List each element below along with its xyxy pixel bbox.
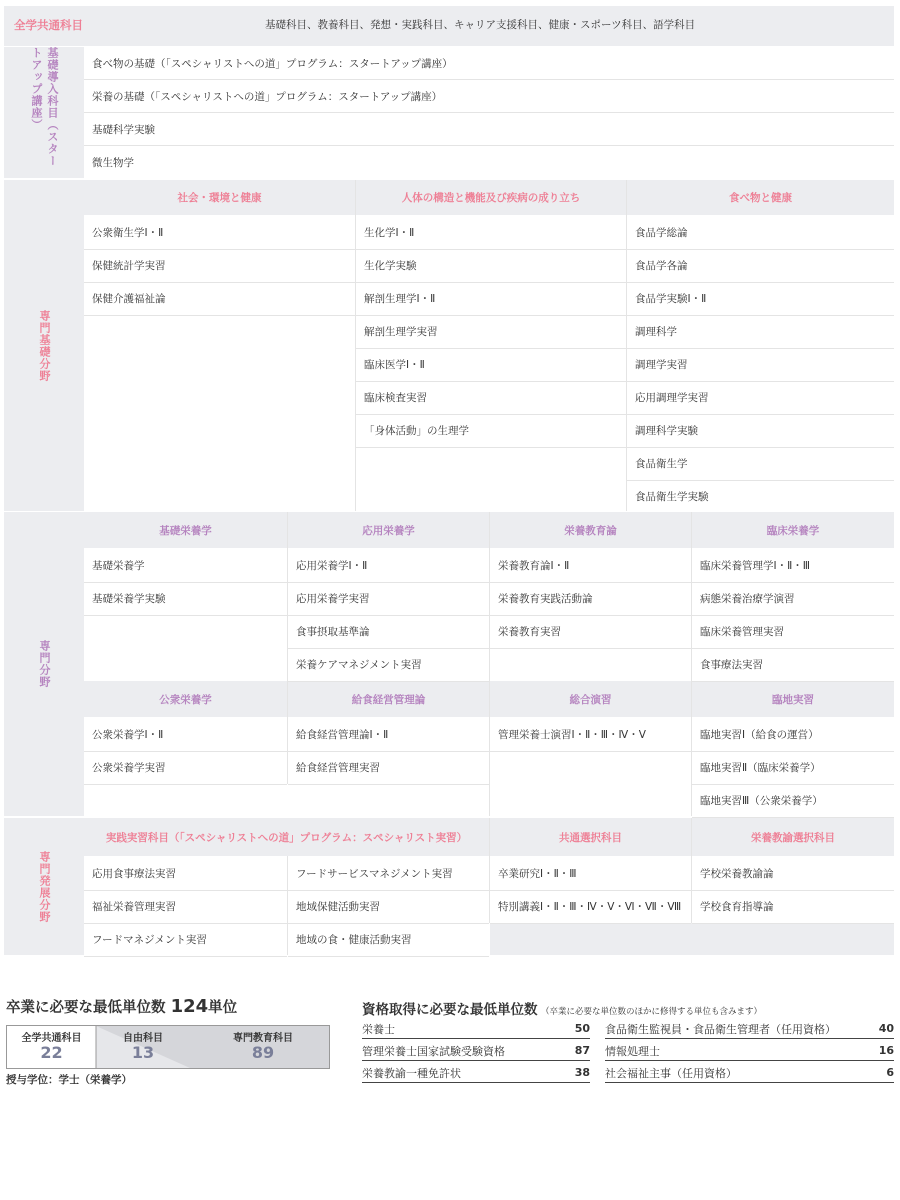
intro-label [4,47,84,178]
course-item: 調理科学 [635,326,677,338]
course-item: 福祉栄養管理実習 [92,901,176,913]
divider [692,681,894,682]
qualification-value: 87 [574,1044,590,1057]
box-value: 89 [251,1043,275,1062]
spec-label [4,512,84,816]
divider [84,615,287,616]
divider [490,648,691,649]
adv-empty-cell [490,923,894,955]
spec-header: 総合演習 [569,693,612,706]
spec-header: 臨地実習 [772,693,814,706]
course-item: 地域の食・健康活動実習 [296,934,412,946]
common-label: 全学共通科目 [14,18,83,32]
course-item: 栄養ケアマネジメント実習 [296,659,422,671]
course-item: 病態栄養治療学演習 [700,593,795,605]
graduation-total: 124 [170,996,209,1017]
qualification-note: （卒業に必要な単位数のほかに修得する単位も含みます） [541,1007,763,1017]
adv-header: 栄養教諭選択科目 [751,831,835,844]
adv-header: 共通選択科目 [559,831,622,844]
qualification-title-text: 資格取得に必要な最低単位数 [362,1002,538,1018]
basic-header: 人体の構造と機能及び疾病の成り立ち [401,192,581,204]
qualification-row [605,1019,894,1039]
intro-row: 基礎科学実験 [92,123,155,136]
course-item: 応用食事療法実習 [92,868,176,880]
course-item: 生化学実験 [364,260,417,272]
basic-header: 食べ物と健康 [729,192,792,204]
course-item: 臨地実習Ⅰ（給食の運営） [700,729,819,741]
qualification-title [362,998,762,1018]
intro-row: 食べ物の基礎（「スペシャリストへの道」プログラム：スタートアップ講座） [92,57,453,70]
course-item: 学校栄養教諭論 [700,868,774,880]
divider [288,681,489,682]
course-item: 栄養教育実習 [498,626,561,638]
course-item: 特別講義Ⅰ・Ⅱ・Ⅲ・Ⅳ・Ⅴ・Ⅵ・Ⅶ・Ⅷ [498,901,682,913]
course-item: 食品衛生学実験 [635,491,709,503]
box-label: 自由科目 [123,1033,163,1044]
course-item: 臨床検査実習 [364,392,427,404]
course-item: フードサービスマネジメント実習 [296,868,453,880]
course-item: フードマネジメント実習 [92,934,207,946]
course-item: 応用調理学実習 [635,392,709,404]
graduation-title [6,996,237,1017]
course-item: 応用栄養学実習 [296,593,370,605]
box-label: 全学共通科目 [21,1033,82,1044]
spec-header: 栄養教育論 [564,524,617,537]
divider [288,956,489,957]
qualification-row [362,1019,590,1039]
course-item: 調理科学実験 [635,425,698,437]
course-item: 臨地実習Ⅱ（臨床栄養学） [700,762,821,774]
intro-label-text: 基礎導入科目（スタートアップ講座） [30,47,59,167]
box-value: 13 [131,1043,155,1062]
qualification-value: 50 [574,1022,590,1035]
course-item: 栄養教育論Ⅰ・Ⅱ [498,560,570,572]
qualification-name: 情報処理士 [605,1044,660,1058]
intro-row: 微生物学 [92,156,134,169]
divider [692,923,894,924]
box-value: 22 [40,1043,63,1062]
basic-header: 社会・環境と健康 [177,192,262,204]
qualification-row [605,1041,894,1061]
course-item: 食品学各論 [635,260,688,272]
basic-label-text: 専門基礎分野 [38,309,51,382]
course-item: 食事摂取基準論 [296,626,370,638]
divider [490,751,691,752]
spec-header: 基礎栄養学 [159,524,212,537]
divider [84,315,355,316]
course-item: 食品学実験Ⅰ・Ⅱ [635,293,707,305]
qualification-name: 食品衛生監視員・食品衛生管理者（任用資格） [605,1022,836,1036]
course-item: 応用栄養学Ⅰ・Ⅱ [296,560,368,572]
qualification-row [605,1063,894,1083]
spec-header: 公衆栄養学 [159,693,212,706]
course-item: 解剖生理学Ⅰ・Ⅱ [364,293,436,305]
divider [84,784,287,785]
adv-header: 実践実習科目（「スペシャリストへの道」プログラム：スペシャリスト実習） [105,831,468,844]
spec-header: 給食経営管理論 [351,693,426,706]
course-item: 臨床医学Ⅰ・Ⅱ [364,359,425,371]
course-item: 学校食育指導論 [700,901,774,913]
course-item: 地域保健活動実習 [296,901,380,913]
qualification-value: 40 [878,1022,894,1035]
degree: 授与学位：学士（栄養学） [6,1074,132,1086]
course-item: 基礎栄養学実験 [92,593,166,605]
spec-header: 臨床栄養学 [766,524,820,537]
course-item: 卒業研究Ⅰ・Ⅱ・Ⅲ [498,868,577,880]
spec-header: 応用栄養学 [362,524,415,537]
course-item: 保健介護福祉論 [92,293,166,305]
course-item: 食品衛生学 [635,458,688,470]
qualification-name: 栄養士 [362,1022,395,1036]
divider [84,956,287,957]
course-item: 公衆衛生学Ⅰ・Ⅱ [92,227,164,239]
course-item: 食品学総論 [635,227,688,239]
graduation-unit: 単位 [208,1000,238,1016]
course-item: 給食経営管理実習 [296,762,380,774]
course-item: 保健統計学実習 [92,260,166,272]
course-item: 公衆栄養学Ⅰ・Ⅱ [92,729,164,741]
course-item: 給食経営管理論Ⅰ・Ⅱ [296,729,389,741]
intro-row: 栄養の基礎（「スペシャリストへの道」プログラム：スタートアップ講座） [92,90,443,103]
qualification-value: 38 [574,1066,590,1079]
qualification-name: 管理栄養士国家試験受験資格 [362,1044,505,1058]
adv-label [4,818,84,955]
course-item: 解剖生理学実習 [364,326,438,338]
divider [288,784,489,785]
qualification-row [362,1041,590,1061]
adv-label-text: 専門発展分野 [38,850,51,923]
course-item: 生化学Ⅰ・Ⅱ [364,227,415,239]
course-item: 臨地実習Ⅲ（公衆栄養学） [700,795,823,807]
qualification-name: 栄養教諭一種免許状 [362,1066,461,1080]
course-item: 「身体活動」の生理学 [364,425,469,437]
course-item: 基礎栄養学 [92,560,145,572]
course-item: 公衆栄養学実習 [92,762,166,774]
course-item: 臨床栄養管理学Ⅰ・Ⅱ・Ⅲ [700,560,811,572]
divider [490,923,691,924]
graduation-title-text: 卒業に必要な最低単位数 [6,1000,166,1016]
graduation-box [6,1025,330,1069]
divider [356,447,626,448]
course-item: 食事療法実習 [700,659,763,671]
box-label: 専門教育科目 [233,1033,293,1044]
spec-label-text: 専門分野 [38,640,51,688]
qualification-name: 社会福祉主事（任用資格） [605,1066,737,1080]
qualification-value: 6 [886,1066,894,1079]
basic-label [4,180,84,511]
course-item: 臨床栄養管理実習 [700,626,784,638]
common-subjects: 基礎科目、教養科目、発想・実践科目、キャリア支援科目、健康・スポーツ科目、語学科目 [265,19,696,31]
qualification-value: 16 [878,1044,894,1057]
qualification-row [362,1063,590,1083]
course-item: 栄養教育実践活動論 [498,593,593,605]
course-item: 調理学実習 [635,359,688,371]
course-item: 管理栄養士演習Ⅰ・Ⅱ・Ⅲ・Ⅳ・Ⅴ [498,729,646,741]
